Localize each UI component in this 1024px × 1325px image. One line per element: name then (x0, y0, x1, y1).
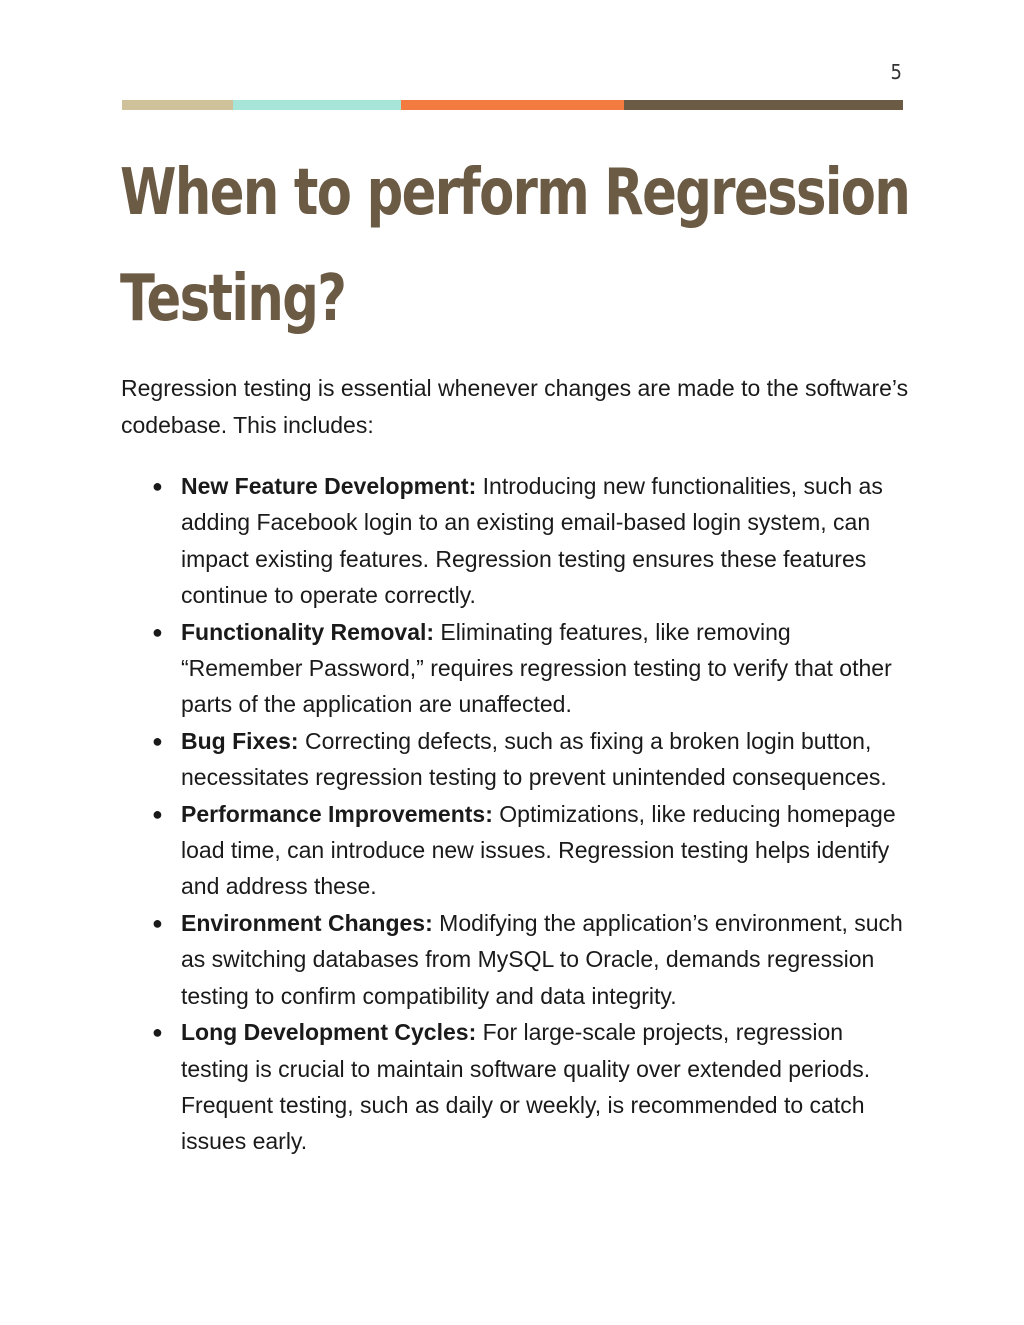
bullet-icon: ● (152, 1022, 163, 1043)
list-item-text: Introducing new functionalities, such as adding Facebook login to an existing email-based login system, can impact existing features. Regression testing ensures these features continue to operate correctly. (181, 473, 883, 609)
list-item-term: Long Development Cycles: (181, 1019, 477, 1046)
bullet-icon: ● (152, 730, 163, 751)
list-item-text: Optimizations, like reducing homepage load time, can introduce new issues. Regression testing helps identify and address these. (181, 800, 896, 900)
list-item (150, 905, 910, 1014)
list-item-term: Performance Improvements: (181, 800, 493, 827)
color-bar-segment-1 (122, 100, 233, 110)
decorative-color-bar (122, 100, 903, 110)
color-bar-segment-4 (624, 100, 903, 110)
list-item-term: New Feature Development: (181, 473, 477, 499)
list-item-text: Eliminating features, like removing “Remember Password,” requires regression testing to verify that other parts of the application are unaffected. (181, 618, 892, 718)
list-item (150, 723, 910, 796)
list-item (150, 1014, 910, 1160)
bullet-list (150, 468, 910, 1160)
page-number: 5 (890, 60, 902, 84)
list-item (150, 796, 910, 905)
color-bar-segment-2 (233, 100, 401, 110)
list-item-term: Bug Fixes: (181, 727, 299, 754)
bullet-icon: ● (152, 621, 163, 642)
list-item-text: For large-scale projects, regression testing is crucial to maintain software quality over extended periods. Frequent testing, such as daily or weekly, is recommended to catch issues early. (181, 1019, 871, 1155)
list-item (150, 468, 910, 614)
bullet-icon: ● (152, 803, 163, 824)
bullet-icon: ● (152, 912, 163, 933)
intro-paragraph: Regression testing is essential whenever changes are made to the software’s codebase. This includes: (121, 375, 909, 438)
page-title: When to perform Regression Testing? (120, 156, 910, 336)
list-item-term: Environment Changes: (181, 909, 433, 936)
list-item-term: Functionality Removal: (181, 618, 435, 645)
color-bar-segment-3 (401, 100, 624, 110)
list-item (150, 614, 910, 723)
list-item-text: Modifying the application’s environment, such as switching databases from MySQL to Oracle, demands regression testing to confirm compatibility and data integrity. (181, 909, 903, 1009)
bullet-icon: ● (152, 476, 163, 496)
list-item-text: Correcting defects, such as fixing a broken login button, necessitates regression testing to prevent unintended consequences. (181, 727, 887, 791)
